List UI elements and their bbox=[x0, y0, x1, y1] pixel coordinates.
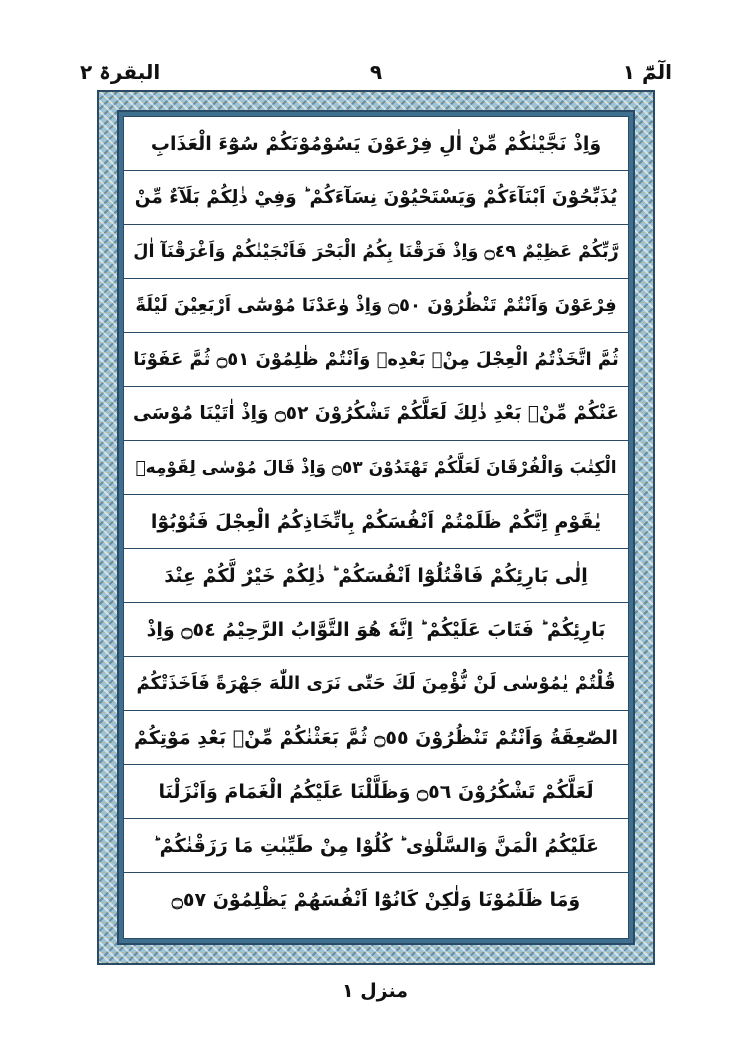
verse-text: قُلْتُمْ يٰمُوْسٰى لَنْ نُّؤْمِنَ لَكَ حَتّٰى نَرَى اللّٰهَ جَهْرَةً فَاَخَذَتْكُمُ bbox=[136, 673, 616, 694]
text-line bbox=[124, 441, 628, 495]
text-line bbox=[124, 333, 628, 387]
verse-text: ثُمَّ اتَّخَذْتُمُ الْعِجْلَ مِنْۢ بَعْدِهٖ وَاَنْتُمْ ظٰلِمُوْنَ ۝٥١ ثُمَّ عَفَوْنَا bbox=[133, 349, 619, 370]
text-line bbox=[124, 819, 628, 873]
verse-text: الصّٰعِقَةُ وَاَنْتُمْ تَنْظُرُوْنَ ۝٥٥ ثُمَّ بَعَثْنٰكُمْ مِّنْۢ بَعْدِ مَوْتِكُمْ bbox=[133, 726, 619, 749]
quran-text-panel bbox=[123, 116, 629, 939]
verse-text: الْكِتٰبَ وَالْفُرْقَانَ لَعَلَّكُمْ تَهْتَدُوْنَ ۝٥٣ وَاِذْ قَالَ مُوْسٰى لِقَوْمِهٖ bbox=[135, 458, 617, 478]
verse-text: عَلَيْكُمُ الْمَنَّ وَالسَّلْوٰى ؕ كُلُوْا مِنْ طَيِّبٰتِ مَا رَزَقْنٰكُمْ ؕ bbox=[153, 834, 599, 857]
verse-text: عَنْكُمْ مِّنْۢ بَعْدِ ذٰلِكَ لَعَلَّكُمْ تَشْكُرُوْنَ ۝٥٢ وَاِذْ اٰتَيْنَا مُوْسَى bbox=[133, 403, 619, 424]
surah-label: البقرۃ ۲ bbox=[80, 60, 161, 84]
page-number: ۹ bbox=[369, 60, 383, 84]
verse-text: فِرْعَوْنَ وَاَنْتُمْ تَنْظُرُوْنَ ۝٥٠ وَاِذْ وٰعَدْنَا مُوْسٰٓى اَرْبَعِيْنَ لَيْلَةً bbox=[135, 295, 617, 316]
juz-label: الٓمّٓ ۱ bbox=[622, 60, 672, 84]
text-line bbox=[124, 711, 628, 765]
verse-text: بَارِئِكُمْ ؕ فَتَابَ عَلَيْكُمْ ؕ اِنَّهٗ هُوَ التَّوَّابُ الرَّحِيْمُ ۝٥٤ وَاِذْ bbox=[146, 618, 606, 641]
text-line bbox=[124, 495, 628, 549]
text-line bbox=[124, 657, 628, 711]
verse-text: اِلٰى بَارِئِكُمْ فَاقْتُلُوْٓا اَنْفُسَكُمْ ؕ ذٰلِكُمْ خَيْرٌ لَّكُمْ عِنْدَ bbox=[164, 564, 588, 587]
verse-text: يٰقَوْمِ اِنَّكُمْ ظَلَمْتُمْ اَنْفُسَكُمْ بِاتِّخَاذِكُمُ الْعِجْلَ فَتُوْبُوْٓا bbox=[150, 510, 602, 533]
text-line bbox=[124, 279, 628, 333]
text-line bbox=[124, 387, 628, 441]
text-line bbox=[124, 225, 628, 279]
page-header bbox=[80, 56, 672, 88]
text-line bbox=[124, 171, 628, 225]
verse-text: يُذَبِّحُوْنَ اَبْنَآءَكُمْ وَيَسْتَحْيُوْنَ نِسَآءَكُمْ ؕ وَفِيْ ذٰلِكُمْ بَلَآءٌ مِّنْ bbox=[134, 187, 618, 208]
text-line bbox=[124, 117, 628, 171]
text-line bbox=[124, 549, 628, 603]
verse-text: وَمَا ظَلَمُوْنَا وَلٰكِنْ كَانُوْٓا اَنْفُسَهُمْ يَظْلِمُوْنَ ۝٥٧ bbox=[171, 889, 581, 911]
text-line bbox=[124, 603, 628, 657]
ornamental-border bbox=[97, 90, 655, 965]
text-line bbox=[124, 873, 628, 927]
verse-text: رَّبِّكُمْ عَظِيْمٌ ۝٤٩ وَاِذْ فَرَقْنَا بِكُمُ الْبَحْرَ فَاَنْجَيْنٰكُمْ وَاَغْرَقْنَآ اٰلَ bbox=[133, 241, 619, 262]
text-line bbox=[124, 765, 628, 819]
verse-text: وَاِذْ نَجَّيْنٰكُمْ مِّنْ اٰلِ فِرْعَوْنَ يَسُوْمُوْنَكُمْ سُوْٓءَ الْعَذَابِ bbox=[150, 132, 602, 155]
manzil-footer: منزل ۱ bbox=[341, 980, 409, 1002]
verse-text: لَعَلَّكُمْ تَشْكُرُوْنَ ۝٥٦ وَظَلَّلْنَا عَلَيْكُمُ الْغَمَامَ وَاَنْزَلْنَا bbox=[158, 780, 594, 803]
